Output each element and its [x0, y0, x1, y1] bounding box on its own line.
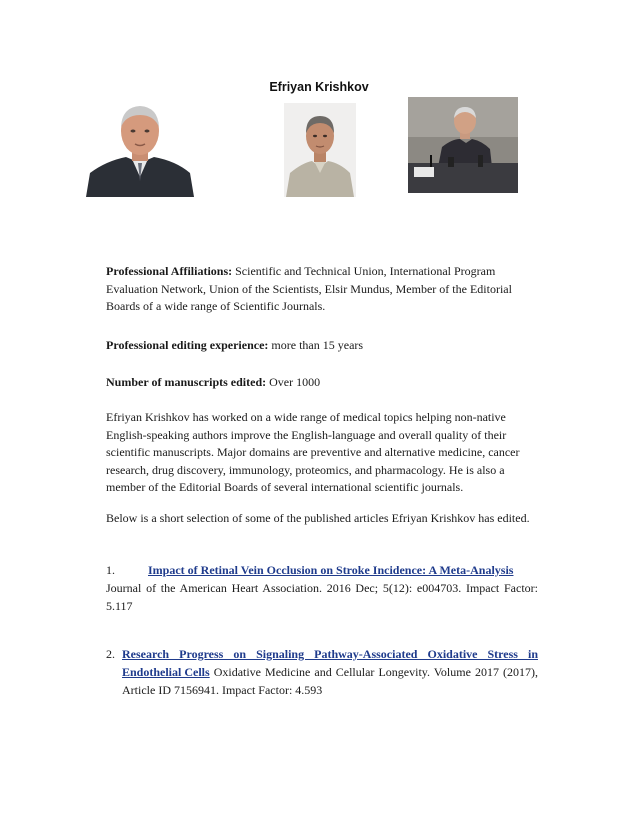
selection-intro: Below is a short selection of some of the published articles Efriyan Krishkov has edited.: [106, 511, 530, 525]
page-title: Efriyan Krishkov: [269, 80, 369, 94]
reference-1-impact: 5.117: [106, 599, 133, 613]
conference-speaker-photo: [408, 97, 518, 193]
bio-line: English-speaking authors improve the English-language and overall quality of their: [106, 427, 507, 442]
manuscripts-label: Number of manuscripts edited:: [106, 375, 267, 389]
editing-experience: [106, 337, 538, 355]
manuscripts-value: Over 1000: [269, 375, 321, 389]
reference-2-link[interactable]: Research Progress on Signaling Pathway-Associated Oxidative Stress in: [122, 647, 538, 661]
bio-paragraph: [106, 409, 538, 497]
bio-line: scientific manuscripts. Major domains are preventive and alternative medicine, cancer: [106, 445, 520, 459]
editing-value: more than 15 years: [271, 338, 364, 352]
reference-number: 1.: [106, 563, 115, 577]
bio-line: Efriyan Krishkov has worked on a wide range of medical topics helping non-native: [106, 410, 506, 424]
bio-line: research, drug discovery, immunology, proteomics, and pharmacology. He is also a: [106, 462, 505, 477]
reference-number: 2.: [106, 647, 115, 661]
reference-2-link-continued[interactable]: Endothelial Cells: [122, 665, 210, 679]
reference-2-impact: Article ID 7156941. Impact Factor: 4.593: [122, 683, 323, 697]
portrait-photo-suit: [86, 97, 194, 197]
editing-label: Professional editing experience:: [106, 338, 269, 352]
affiliations-text-1: Scientific and Technical Union, International Program: [235, 264, 496, 278]
affiliations-label: Professional Affiliations:: [106, 264, 233, 278]
reference-2: [106, 645, 538, 699]
reference-1-link[interactable]: Impact of Retinal Vein Occlusion on Stroke Incidence: A Meta-Analysis: [148, 563, 514, 577]
reference-1-citation: Journal of the American Heart Association. 2016 Dec; 5(12): e004703. Impact Factor:: [106, 581, 538, 595]
manuscripts-count: [106, 374, 538, 392]
affiliations-text-3: Boards of a wide range of Scientific Journals.: [106, 299, 326, 313]
reference-1: [106, 561, 538, 615]
affiliations-section: [106, 263, 538, 316]
reference-2-citation: Oxidative Medicine and Cellular Longevity. Volume 2017 (2017),: [213, 665, 538, 679]
affiliations-text-2: Evaluation Network, Union of the Scientists, Elsir Mundus, Member of the Editorial: [106, 281, 512, 296]
bio-line: member of the Editorial Boards of several international scientific journals.: [106, 480, 464, 494]
portrait-photo-shirt: [284, 103, 356, 197]
